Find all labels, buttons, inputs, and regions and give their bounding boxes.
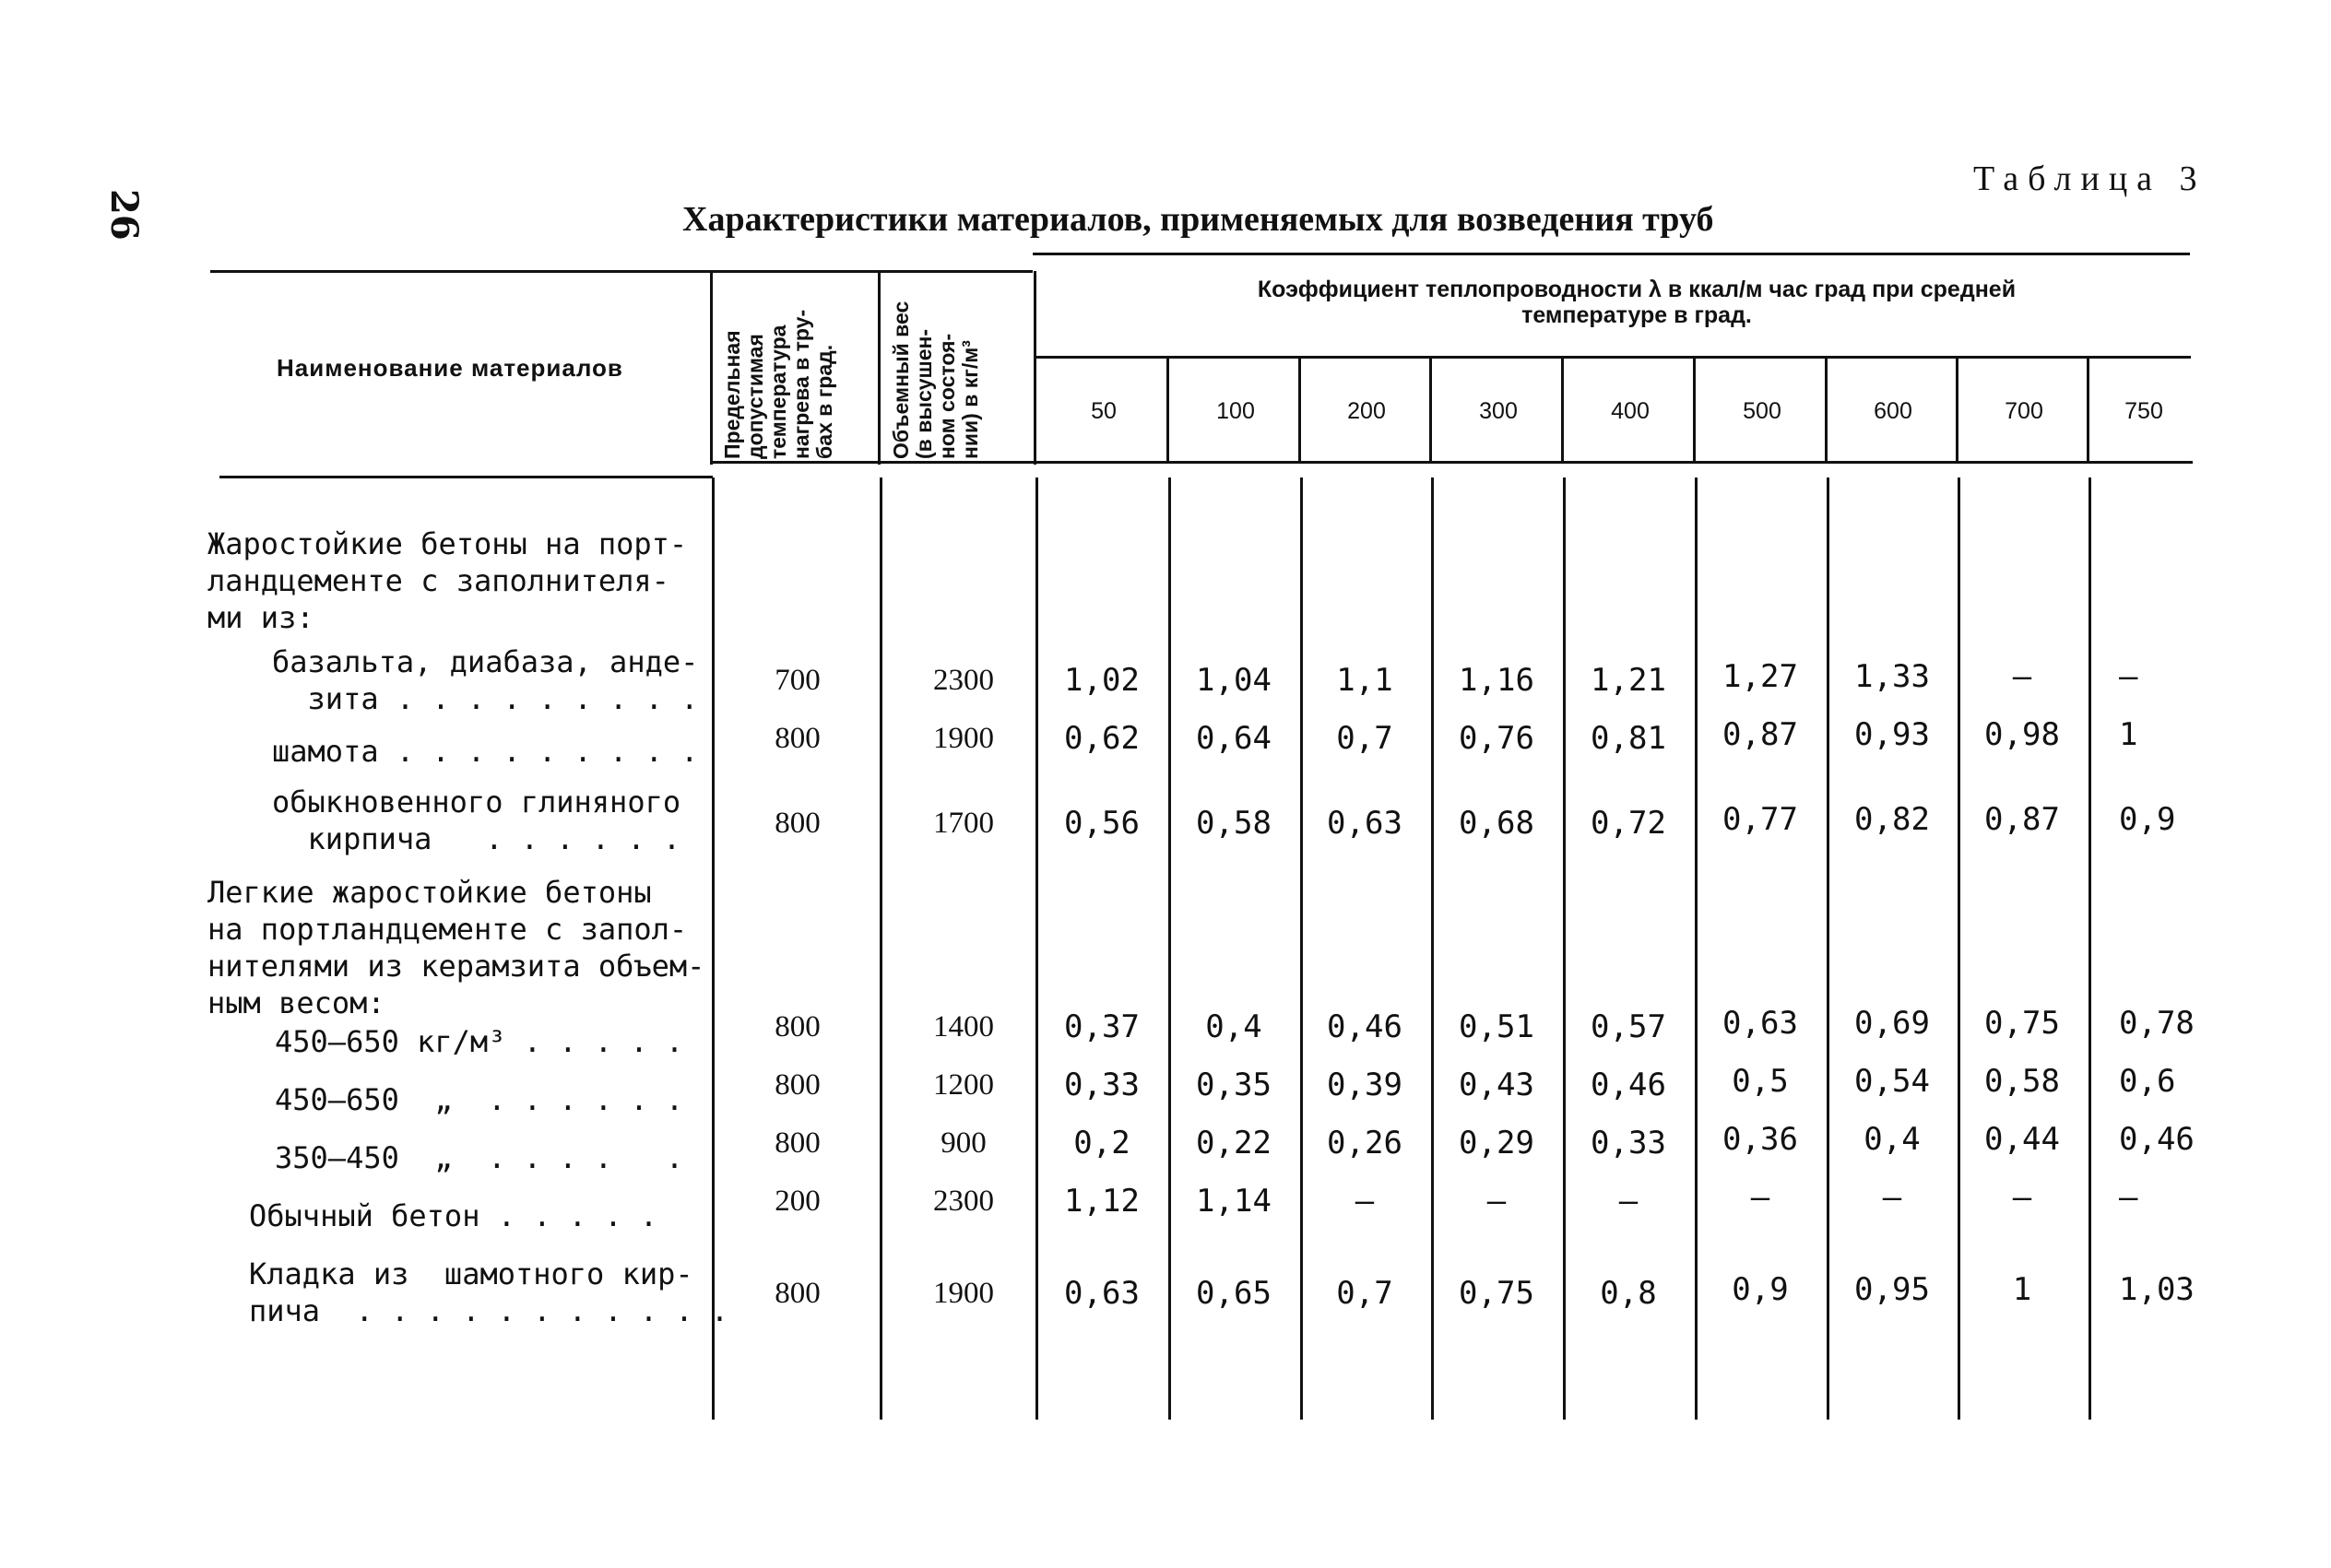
temp-100: 100: [1216, 398, 1255, 424]
coef-value-50: 0,33: [1064, 1067, 1140, 1103]
coef-value-600: 0,95: [1854, 1271, 1930, 1308]
material-name: 350—450 „ . . . . .: [275, 1140, 684, 1175]
coef-value-400: 1,21: [1591, 662, 1666, 699]
max-temp-value: 800: [775, 1277, 821, 1310]
coef-value-400: 0,72: [1591, 805, 1666, 842]
max-temp-value: 800: [775, 722, 821, 755]
coef-value-600: —: [1882, 1179, 1902, 1216]
coef-value-700: 0,58: [1984, 1063, 2060, 1100]
coef-value-200: 0,26: [1327, 1125, 1402, 1161]
header-coefficient-line-1: Коэффициент теплопроводности λ в ккал/м час град при средней: [1257, 277, 2017, 302]
coef-value-50: 1,02: [1064, 662, 1140, 699]
coef-value-400: 0,8: [1600, 1275, 1657, 1312]
temp-200: 200: [1347, 398, 1386, 424]
rule-header-top: [210, 270, 1033, 273]
rule-header-bottom: [219, 476, 713, 478]
coef-value-700: 1: [2012, 1271, 2032, 1308]
coef-value-200: 1,1: [1336, 662, 1393, 699]
density-value: 1900: [933, 722, 994, 755]
coef-value-100: 0,22: [1196, 1125, 1272, 1161]
coef-value-300: 0,43: [1459, 1067, 1534, 1103]
group-heading-1: Жаростойкие бетоны на порт- ландцементе с заполнителя- ми из:: [207, 526, 688, 635]
coef-value-750: —: [2119, 658, 2138, 695]
coef-value-500: 1,27: [1722, 658, 1798, 695]
vline-3: [1034, 271, 1036, 465]
group-heading-2: Легкие жаростойкие бетоны на портландцементе с запол- нителями из керамзита объем- ным весом:: [207, 875, 705, 1020]
coef-value-600: 0,54: [1854, 1063, 1930, 1100]
density-value: 900: [941, 1126, 987, 1160]
coef-value-100: 0,64: [1196, 720, 1272, 757]
coef-value-750: 0,78: [2119, 1005, 2195, 1042]
density-value: 1700: [933, 807, 994, 840]
coef-value-300: 0,76: [1459, 720, 1534, 757]
coef-value-300: 0,29: [1459, 1125, 1534, 1161]
coef-value-100: 0,4: [1205, 1008, 1262, 1045]
header-coefficient-line-2: температуре в град.: [1521, 302, 1752, 328]
coef-value-750: 1,03: [2119, 1271, 2195, 1308]
page-number: 26: [102, 189, 146, 241]
density-value: 2300: [933, 1185, 994, 1218]
coef-value-750: 0,6: [2119, 1063, 2176, 1100]
coef-value-500: —: [1750, 1179, 1770, 1216]
coef-value-300: 0,51: [1459, 1008, 1534, 1045]
coef-value-750: 0,9: [2119, 801, 2176, 838]
temp-600: 600: [1874, 398, 1912, 424]
coef-value-700: —: [2012, 1179, 2032, 1216]
max-temp-value: 800: [775, 1126, 821, 1160]
coef-value-700: —: [2012, 658, 2032, 695]
table-label: Таблица 3: [1973, 159, 2207, 198]
coef-value-700: 0,87: [1984, 801, 2060, 838]
coef-value-700: 0,44: [1984, 1121, 2060, 1158]
coef-value-600: 1,33: [1854, 658, 1930, 695]
coef-value-50: 0,62: [1064, 720, 1140, 757]
material-name: шамота . . . . . . . . .: [272, 734, 699, 769]
coef-value-300: 0,75: [1459, 1275, 1534, 1312]
coef-value-600: 0,69: [1854, 1005, 1930, 1042]
density-value: 2300: [933, 664, 994, 697]
coef-value-400: 0,57: [1591, 1008, 1666, 1045]
max-temp-value: 200: [775, 1185, 821, 1218]
coef-value-750: —: [2119, 1179, 2138, 1216]
material-name: базальта, диабаза, анде- зита . . . . . . . . .: [272, 644, 699, 716]
coef-value-50: 0,37: [1064, 1008, 1140, 1045]
coef-value-500: 0,5: [1732, 1063, 1789, 1100]
coef-value-400: —: [1618, 1183, 1639, 1220]
vline-2: [878, 271, 881, 465]
coef-value-300: —: [1486, 1183, 1507, 1220]
coef-value-600: 0,82: [1854, 801, 1930, 838]
material-name: 450—650 кг/м³ . . . . .: [275, 1024, 684, 1059]
table-title: Характеристики материалов, применяемых для возведения труб: [682, 200, 1714, 239]
max-temp-value: 800: [775, 1010, 821, 1043]
coef-value-500: 0,9: [1732, 1271, 1789, 1308]
max-temp-value: 800: [775, 1068, 821, 1102]
coef-value-300: 1,16: [1459, 662, 1534, 699]
coef-value-200: 0,7: [1336, 720, 1393, 757]
coef-value-100: 0,65: [1196, 1275, 1272, 1312]
coef-value-50: 1,12: [1064, 1183, 1140, 1220]
coef-value-300: 0,68: [1459, 805, 1534, 842]
coef-value-50: 0,56: [1064, 805, 1140, 842]
temp-750: 750: [2124, 398, 2163, 424]
coef-value-750: 0,46: [2119, 1121, 2195, 1158]
vline-body-2: [880, 477, 882, 1420]
coef-value-50: 0,2: [1073, 1125, 1130, 1161]
material-name: Кладка из шамотного кир- пича . . . . . . . . . . .: [249, 1256, 729, 1328]
coef-value-200: 0,46: [1327, 1008, 1402, 1045]
coef-value-50: 0,63: [1064, 1275, 1140, 1312]
coef-value-400: 0,81: [1591, 720, 1666, 757]
rule-top-right: [1033, 253, 2190, 255]
material-name: обыкновенного глиняного кирпича . . . . . .: [272, 784, 681, 856]
coef-value-100: 1,04: [1196, 662, 1272, 699]
max-temp-value: 700: [775, 664, 821, 697]
density-value: 1400: [933, 1010, 994, 1043]
material-name: Обычный бетон . . . . .: [249, 1198, 658, 1233]
coef-value-400: 0,46: [1591, 1067, 1666, 1103]
header-name: Наименование материалов: [277, 354, 623, 382]
temp-500: 500: [1743, 398, 1781, 424]
temp-400: 400: [1611, 398, 1650, 424]
header-coefficient: [1042, 277, 2231, 328]
coef-value-100: 1,14: [1196, 1183, 1272, 1220]
coef-value-200: 0,7: [1336, 1275, 1393, 1312]
header-max-temp: Предельная допустимая температура нагрева в тру- бах в град.: [720, 309, 836, 459]
coef-value-200: 0,39: [1327, 1067, 1402, 1103]
coef-value-700: 0,98: [1984, 716, 2060, 753]
max-temp-value: 800: [775, 807, 821, 840]
vline-1: [710, 271, 713, 465]
coef-value-100: 0,58: [1196, 805, 1272, 842]
header-density: Объемный вес (в высушен- ном состоя- нии) в кг/м³: [889, 301, 982, 459]
material-name: 450—650 „ . . . . . .: [275, 1082, 684, 1117]
coef-value-400: 0,33: [1591, 1125, 1666, 1161]
coef-value-500: 0,36: [1722, 1121, 1798, 1158]
density-value: 1900: [933, 1277, 994, 1310]
coef-value-200: —: [1355, 1183, 1375, 1220]
coef-value-100: 0,35: [1196, 1067, 1272, 1103]
coef-value-700: 0,75: [1984, 1005, 2060, 1042]
rule-header-bottom-2: [713, 461, 2193, 464]
coef-value-750: 1: [2119, 716, 2138, 753]
density-value: 1200: [933, 1068, 994, 1102]
rule-coef-sub: [1036, 356, 2191, 359]
temp-300: 300: [1479, 398, 1518, 424]
coef-value-500: 0,63: [1722, 1005, 1798, 1042]
coef-value-500: 0,87: [1722, 716, 1798, 753]
coef-value-200: 0,63: [1327, 805, 1402, 842]
temp-700: 700: [2005, 398, 2043, 424]
coef-value-500: 0,77: [1722, 801, 1798, 838]
vline-body-700: [2088, 477, 2091, 1420]
coef-value-600: 0,4: [1864, 1121, 1921, 1158]
temp-50: 50: [1091, 398, 1117, 424]
coef-value-600: 0,93: [1854, 716, 1930, 753]
